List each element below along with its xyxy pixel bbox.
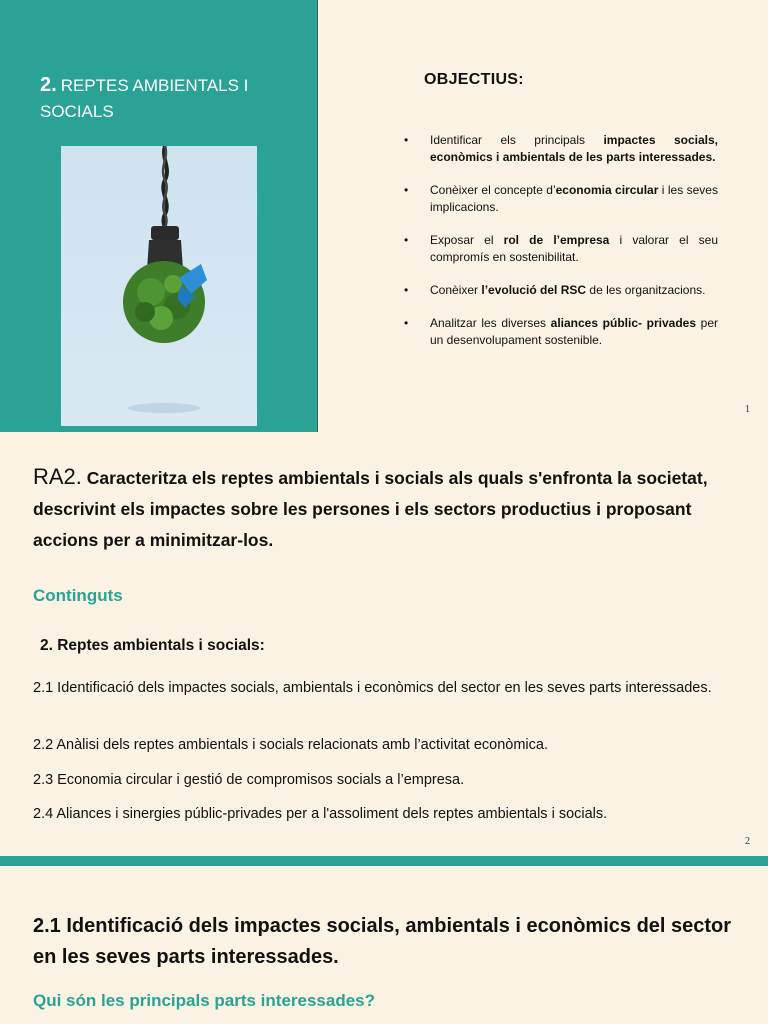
objective-text: impactes socials, econòmics i ambientals de les parts interessades. bbox=[430, 133, 718, 164]
slide-title-number: 2. bbox=[40, 74, 57, 96]
learning-outcome-title bbox=[33, 461, 733, 556]
page-number: 1 bbox=[745, 404, 750, 415]
objective-text: rol de l’empresa bbox=[503, 233, 610, 247]
objective-item bbox=[404, 282, 718, 299]
objective-text: Identificar els principals bbox=[430, 133, 604, 147]
page-number: 2 bbox=[745, 836, 750, 847]
objectives-heading: OBJECTIUS: bbox=[424, 71, 524, 88]
lightbulb-moss-image bbox=[61, 146, 257, 426]
objective-text: Analitzar les diverses bbox=[430, 316, 551, 330]
content-item: 2.4 Aliances i sinergies públic-privades per a l'assoliment dels reptes ambientals i socials. bbox=[33, 806, 608, 822]
objective-item bbox=[404, 182, 718, 216]
objectives-list bbox=[404, 132, 718, 365]
content-item: 2.1 Identificació dels impactes socials, ambientals i econòmics del sector en les seves parts interessades. bbox=[33, 680, 712, 696]
objective-text: i les seves implicacions. bbox=[430, 183, 718, 214]
learning-outcome-text: Caracteritza els reptes ambientals i socials als quals s'enfronta la societat, descrivint els impactes sobre les persones i els sectors productius i proposant accions per a minimitzar-los. bbox=[33, 468, 708, 550]
content-item: 2.2 Anàlisi dels reptes ambientals i socials relacionats amb l’activitat econòmica. bbox=[33, 737, 548, 753]
objective-text: Exposar el bbox=[430, 233, 504, 247]
slide-title-text: REPTES AMBIENTALS I SOCIALS bbox=[40, 76, 249, 121]
objective-text: de les organitzacions. bbox=[586, 283, 706, 297]
title-panel bbox=[0, 0, 318, 432]
objective-item bbox=[404, 232, 718, 266]
slide-3-subtitle: Qui són les principals parts interessades? bbox=[33, 991, 376, 1010]
objective-text: aliances públic- privades bbox=[550, 316, 696, 330]
objective-item bbox=[404, 315, 718, 349]
objective-text: i valorar el seu compromís en sostenibilitat. bbox=[430, 233, 719, 264]
objective-text: per un desenvolupament sostenible. bbox=[430, 316, 718, 347]
contents-heading: Continguts bbox=[33, 586, 123, 605]
slide-3-title: 2.1 Identificació dels impactes socials, ambientals i econòmics del sector en les seves parts interessades. bbox=[33, 915, 732, 968]
slide-title bbox=[40, 72, 300, 125]
content-item: 2.3 Economia circular i gestió de compromisos socials a l’empresa. bbox=[33, 772, 465, 788]
objective-text: l’evolució del RSC bbox=[481, 283, 587, 297]
learning-outcome-code: RA2. bbox=[33, 464, 82, 489]
slide-1 bbox=[0, 0, 768, 432]
section-heading: 2. Reptes ambientals i socials: bbox=[40, 637, 265, 654]
objective-item bbox=[404, 132, 718, 166]
lightbulb-illustration bbox=[61, 146, 257, 426]
objective-text: Conèixer el concepte d’ bbox=[430, 183, 556, 197]
objective-text: economia circular bbox=[555, 183, 659, 197]
slide-divider bbox=[0, 856, 768, 866]
objective-text: Conèixer bbox=[430, 283, 482, 297]
